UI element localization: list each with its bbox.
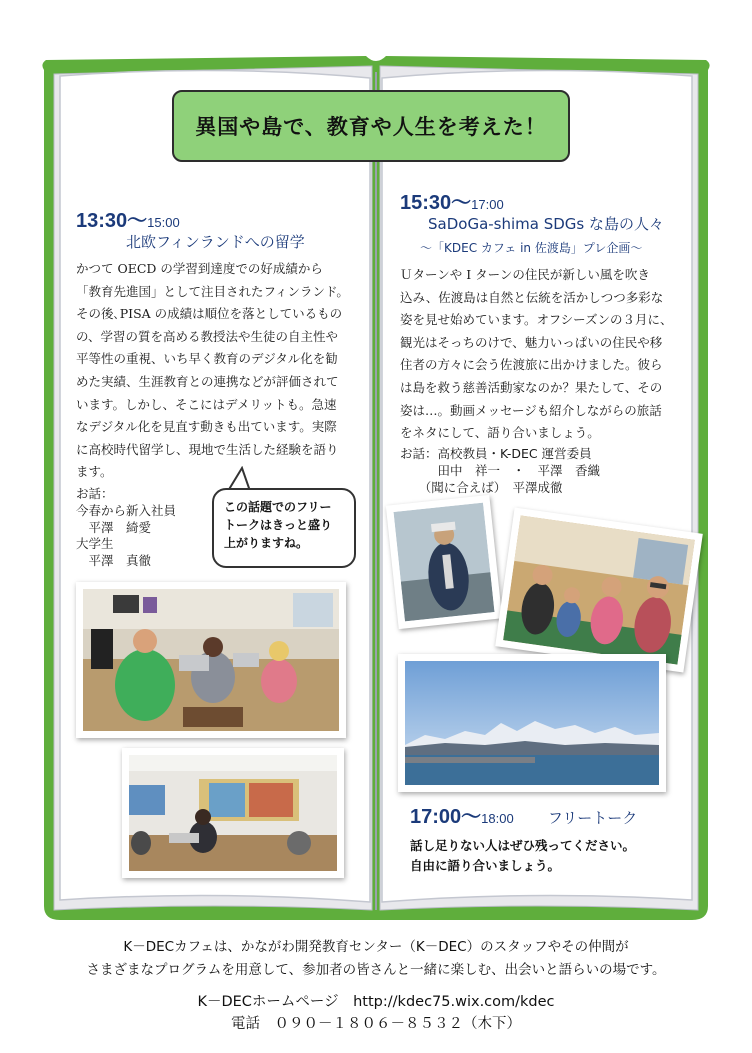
session2-title: SaDoGa-shima SDGs な島の人々 (428, 215, 665, 233)
body-line: 「教育先進国」として注目されたフィンランド。 (76, 283, 349, 299)
speaker-line: お話： (76, 486, 114, 501)
classroom-photo-2 (122, 748, 344, 878)
session2-time (400, 186, 504, 215)
body-line: います。しかし、そこにはデメリットも。急速 (76, 396, 337, 412)
session2-subtitle: ～「KDEC カフェ in 佐渡島」プレ企画～ (420, 241, 643, 255)
body-line: に高校時代留学し、現地で生活した経験を語り (76, 441, 339, 457)
message-line: 話し足りない人はぜひ残ってください。 (410, 838, 636, 853)
session1-title: 北欧フィンランドへの留学 (126, 233, 305, 251)
classroom-photo (76, 582, 346, 738)
session2-time-end: 17:00 (471, 197, 504, 212)
sado-landscape-photo (398, 654, 666, 792)
session3-message (410, 836, 635, 876)
session2-time-start: 15:30～ (400, 192, 472, 214)
session1-time (76, 204, 180, 233)
speaker-line: 今春から新入社員 (76, 502, 177, 518)
footer-description-line1: K－DECカフェは、かながわ開発教育センター（K－DEC）のスタッフやその仲間が (123, 939, 629, 955)
speaker-line: 大学生 (76, 536, 114, 552)
speaker-line: （聞に合えば） 平澤成徹 (400, 479, 563, 495)
islander-photo (386, 495, 502, 629)
session3-title: フリートーク (547, 809, 638, 827)
body-line: 住者の方々に会う佐渡旅に出かけました。彼ら (400, 357, 663, 373)
body-line: をネタにして、語り合いましょう。 (400, 425, 600, 441)
footer-homepage: K－DECホームページ http://kdec75.wix.com/kdec (197, 994, 555, 1010)
body-line: かつて OECD の学習到達度での好成績から (76, 261, 323, 276)
session3-time-end: 18:00 (481, 811, 514, 826)
session1-body (76, 258, 349, 484)
message-line: 自由に語り合いましょう。 (410, 858, 561, 873)
session1-speakers (76, 486, 176, 570)
session1-time-end: 15:00 (147, 215, 180, 230)
body-line: は島を救う慈善活動家なのか？果たして、その (400, 379, 663, 395)
bubble-line: この話題でのフリー (224, 500, 332, 514)
bubble-line: トークはきっと盛り (224, 518, 333, 532)
speaker-line: 田中 祥一 ・ 平澤 香織 (400, 462, 601, 478)
bubble-line: 上がりますね。 (224, 536, 309, 550)
headline-banner (172, 90, 570, 162)
body-line: 込み、佐渡島は自然と伝統を活かしつつ多彩な (400, 289, 664, 305)
body-line: 姿を見せ始めています。オフシーズンの３月に、 (400, 312, 673, 328)
body-line: めた実績、生涯教育との連携などが評価されて (76, 373, 339, 389)
session1-time-start: 13:30～ (76, 210, 148, 232)
body-line: なデジタル化を見直す動きも出ています。実際 (76, 419, 337, 435)
speech-bubble (212, 488, 356, 568)
session3-time (410, 806, 514, 828)
session2-speakers (400, 446, 600, 496)
footer-phone: 電話 ０９０－１８０６－８５３２（木下） (231, 1016, 521, 1032)
body-line: Ｕターンや I ターンの住民が新しい風を吹き (400, 267, 650, 282)
session3-heading (410, 800, 637, 829)
footer-description-line2: さまざまなプログラムを用意して、参加者の皆さんと一緒に楽しむ、出会いと語らいの場です。 (86, 962, 666, 978)
body-line: 姿は…。動画メッセージも紹介しながらの旅話 (400, 402, 662, 418)
group-photo (495, 507, 703, 672)
speaker-line: お話：高校教員・K-DEC 運営委員 (400, 446, 592, 461)
body-line: その後､PISA の成績は順位を落としているもの (76, 306, 343, 322)
session3-time-start: 17:00～ (410, 806, 482, 828)
body-line: ます。 (76, 464, 113, 480)
body-line: 観光はそっちのけで、魅力いっぱいの住民や移 (400, 334, 663, 350)
speaker-line: 平澤 真徹 (76, 553, 152, 569)
body-line: 平等性の重視、いち早く教育のデジタル化を勧 (76, 351, 338, 367)
speaker-line: 平澤 綺愛 (76, 519, 152, 535)
body-line: の、学習の質を高める教授法や生徒の自主性や (76, 328, 339, 344)
headline-text: 異国や島で、教育や人生を考えた！ (195, 115, 547, 139)
session2-body (400, 264, 673, 445)
